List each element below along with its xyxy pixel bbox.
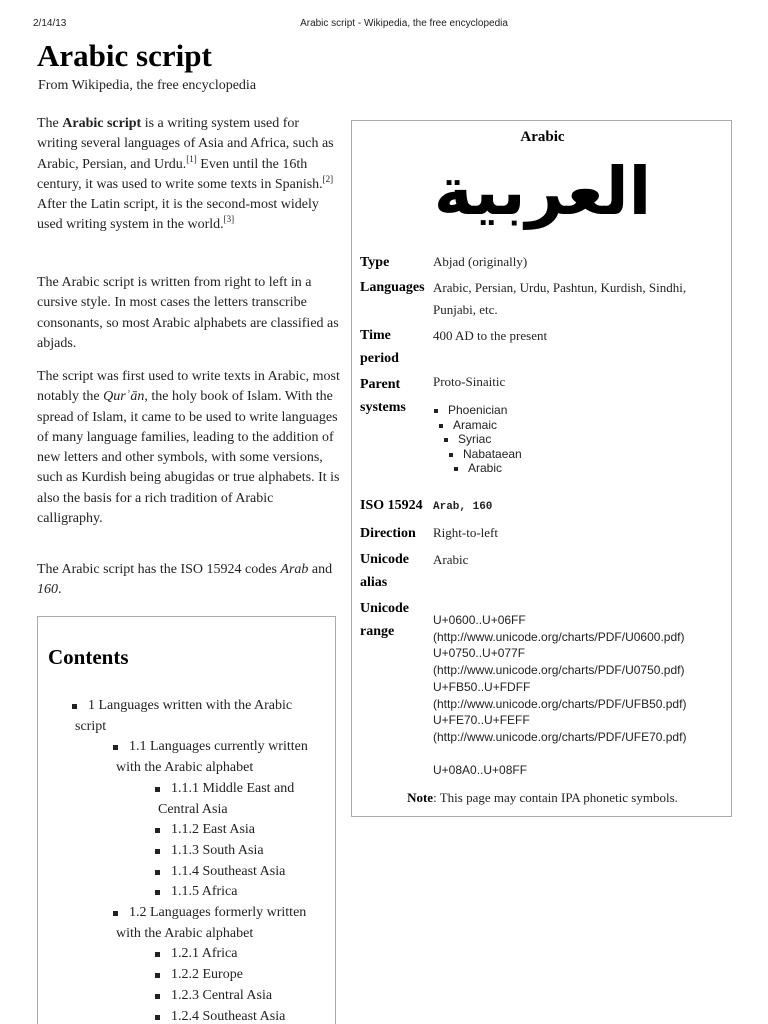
- parent-system-link[interactable]: Arabic: [468, 461, 503, 475]
- value-parent-systems: Proto-Sinaitic: [433, 374, 506, 389]
- toc-bullet: [113, 745, 118, 750]
- value-unicode-alias: Arabic: [433, 552, 469, 567]
- iso-code: 160: [37, 582, 58, 598]
- toc-link[interactable]: 1.1.2 East Asia: [171, 822, 255, 838]
- label-unicode-range: Unicode range: [360, 601, 409, 639]
- toc-bullet: [155, 952, 160, 957]
- infobox: [351, 120, 732, 817]
- unicode-range-value: U+0600..U+06FF: [433, 613, 526, 627]
- toc-bullet: [72, 704, 77, 709]
- label-iso-15924: ISO 15924: [360, 498, 423, 513]
- text-run: After the Latin script, it is the second-most widely used writing system in the world.: [37, 197, 319, 233]
- unicode-chart-link[interactable]: (http://www.unicode.org/charts/PDF/UFE70.pdf): [433, 729, 687, 744]
- toc-bullet: [155, 973, 160, 978]
- text-run: .: [58, 582, 62, 598]
- toc-link[interactable]: with the Arabic alphabet: [116, 760, 254, 776]
- parent-bullet: [439, 424, 443, 428]
- value-iso-15924: Arab, 160: [433, 501, 493, 513]
- intro-paragraph: [37, 114, 340, 236]
- unicode-range-value: U+FB50..U+FDFF: [433, 679, 531, 694]
- unicode-chart-link[interactable]: (http://www.unicode.org/charts/PDF/U0600.pdf): [433, 629, 685, 644]
- toc-link[interactable]: 1.1.4 Southeast Asia: [171, 863, 286, 879]
- page-title: Arabic script: [37, 38, 212, 73]
- italic-term: Qurʾān: [103, 389, 145, 405]
- unicode-range-value: U+FE70..U+FEFF: [433, 713, 530, 728]
- unicode-range-value: U+0750..U+077F: [433, 646, 526, 661]
- toc-link[interactable]: 1.2 Languages formerly written: [129, 905, 307, 920]
- text-run: is a writing system used for writing several languages of Asia and Africa, such as Arabic, Persian, and Urdu.: [37, 116, 334, 172]
- toc-link[interactable]: with the Arabic alphabet: [116, 925, 254, 941]
- toc-bullet: [155, 1015, 160, 1020]
- parent-system-link[interactable]: Syriac: [458, 432, 492, 446]
- toc-link[interactable]: 1.1.1 Middle East and: [171, 780, 295, 796]
- note-text: : This page may contain IPA phonetic symbols.: [433, 790, 678, 805]
- label-parent-systems: Parent systems: [360, 377, 406, 415]
- text-run: and: [308, 562, 333, 577]
- toc-bullet: [155, 828, 160, 833]
- infobox-caption: Arabic: [520, 129, 565, 145]
- ipa-note: [352, 790, 733, 806]
- paragraph-iso-codes: [37, 560, 340, 601]
- paragraph-history: [37, 367, 340, 529]
- parent-system-link[interactable]: Nabataean: [463, 446, 522, 461]
- value-languages: Arabic, Persian, Urdu, Pashtun, Kurdish, Sindhi, Punjabi, etc.: [433, 280, 687, 317]
- text-run: The script was first used to write texts in Arabic, most notably the: [37, 369, 340, 405]
- value-direction: Right-to-left: [433, 525, 498, 540]
- text-run: The Arabic script has the ISO 15924 codes: [37, 562, 281, 577]
- toc-link[interactable]: 1.1.3 South Asia: [171, 842, 264, 858]
- table-of-contents: [37, 616, 336, 1024]
- iso-code: Arab: [280, 562, 309, 577]
- toc-bullet: [113, 911, 118, 916]
- toc-link[interactable]: 1.2.1 Africa: [171, 946, 238, 962]
- label-time-period: Time period: [360, 328, 399, 366]
- unicode-chart-link[interactable]: (http://www.unicode.org/charts/PDF/U0750.pdf): [433, 663, 685, 678]
- reference-link[interactable]: [3]: [223, 214, 235, 225]
- reference-link[interactable]: [1]: [186, 153, 197, 164]
- label-direction: Direction: [360, 526, 416, 541]
- value-type: Abjad (originally): [433, 254, 528, 269]
- toc-title: Contents: [48, 645, 129, 669]
- paragraph-direction: The Arabic script is written from right to left in a cursive style. In most cases the letters transcribe consonants, so most Arabic alphabets are classified as abjads.: [37, 275, 339, 351]
- toc-bullet: [155, 994, 160, 999]
- parent-bullet: [454, 467, 458, 471]
- label-languages: Languages: [360, 280, 425, 295]
- toc-bullet: [155, 787, 160, 792]
- toc-bullet: [155, 849, 160, 854]
- toc-link[interactable]: 1.2.2 Europe: [171, 967, 243, 983]
- toc-link[interactable]: Central Asia: [158, 801, 228, 817]
- text-run: , the holy book of Islam. With the spread of Islam, it came to be used to write languages of many language families, leading to the addition of new letters and other symbols, with some versions, such as Kurdish being abugidas or true alphabets. It is also the basis for a rich tradition of Arabic calligraphy.: [37, 389, 340, 527]
- toc-link[interactable]: 1 Languages written with the Arabic: [88, 698, 293, 713]
- toc-link[interactable]: script: [75, 718, 107, 734]
- parent-system-link[interactable]: Phoenician: [448, 403, 508, 417]
- toc-link[interactable]: 1.1 Languages currently written: [129, 739, 308, 755]
- unicode-range-extra: U+08A0..U+08FF: [433, 763, 528, 777]
- toc-bullet: [155, 870, 160, 875]
- reference-link[interactable]: [2]: [322, 173, 334, 184]
- label-type: Type: [360, 255, 390, 270]
- value-time-period: 400 AD to the present: [433, 328, 548, 343]
- parent-bullet: [444, 438, 448, 442]
- toc-bullet: [155, 890, 160, 895]
- parent-system-link[interactable]: Aramaic: [453, 417, 498, 432]
- toc-link[interactable]: 1.2.3 Central Asia: [171, 987, 273, 1003]
- toc-link[interactable]: 1.2.4 Southeast Asia: [171, 1008, 286, 1024]
- unicode-chart-link[interactable]: (http://www.unicode.org/charts/PDF/UFB50.pdf): [433, 696, 687, 711]
- parent-bullet: [449, 453, 453, 457]
- text-run: The: [37, 116, 63, 131]
- print-header-title: Arabic script - Wikipedia, the free encyclopedia: [300, 18, 508, 29]
- print-date: 2/14/13: [33, 18, 67, 29]
- label-unicode-alias: Unicode alias: [360, 552, 409, 590]
- page-subtitle: From Wikipedia, the free encyclopedia: [38, 78, 257, 93]
- bold-term: Arabic script: [62, 116, 142, 131]
- toc-link[interactable]: 1.1.5 Africa: [171, 884, 238, 900]
- script-sample: العربية: [433, 153, 652, 230]
- text-run: Even until the 16th century, it was used to write some texts in Spanish.: [37, 156, 323, 192]
- parent-bullet: [434, 409, 438, 413]
- note-label: Note: [407, 790, 434, 805]
